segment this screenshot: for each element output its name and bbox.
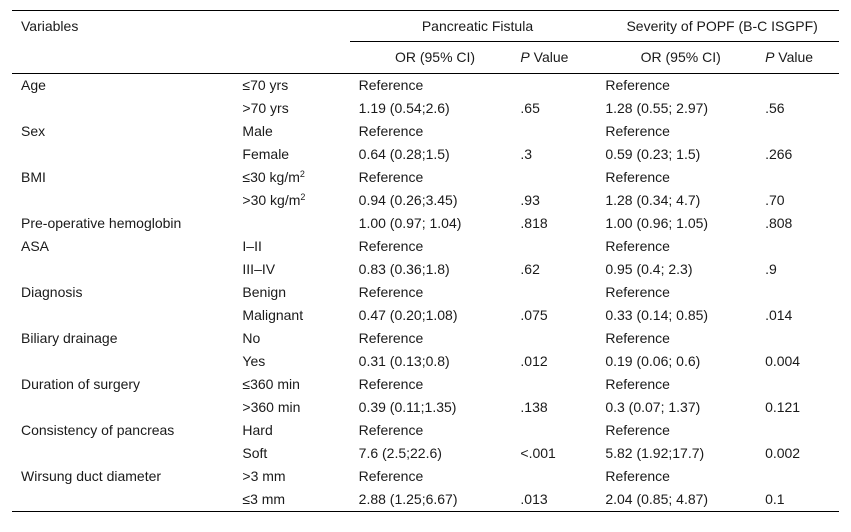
table-row — [12, 120, 839, 143]
popf-or-cell: 5.82 (1.92;17.7) — [605, 445, 705, 461]
table-row — [12, 143, 839, 166]
fistula-p-cell — [511, 166, 596, 189]
variable-cell — [12, 488, 233, 512]
level-cell: III–IV — [242, 261, 276, 277]
level-cell: >3 mm — [242, 468, 286, 484]
popf-or-cell: 1.28 (0.55; 2.97) — [605, 100, 709, 116]
variable-cell — [12, 442, 233, 465]
popf-p-cell: .014 — [765, 307, 793, 323]
header-row-metrics — [12, 42, 839, 74]
fistula-p-cell — [511, 281, 596, 304]
variable-cell: Consistency of pancreas — [21, 422, 175, 438]
fistula-p-cell: .012 — [520, 353, 548, 369]
popf-p-cell — [756, 373, 839, 396]
level-cell: ≤3 mm — [233, 488, 349, 512]
variable-cell: Wirsung duct diameter — [21, 468, 162, 484]
fistula-or-cell: 0.31 (0.13;0.8) — [358, 353, 450, 369]
fistula-p-cell: .138 — [520, 399, 548, 415]
table-row — [12, 212, 839, 235]
table-row — [12, 166, 839, 189]
fistula-or-cell: Reference — [358, 169, 424, 185]
level-header-blank — [233, 11, 349, 42]
popf-p-cell — [756, 120, 839, 143]
popf-p-cell: .266 — [765, 146, 793, 162]
variable-cell: Sex — [21, 123, 46, 139]
variable-cell: ASA — [21, 238, 50, 254]
unit-superscript: 2 — [299, 169, 305, 179]
fistula-p-cell — [511, 120, 596, 143]
level-cell: ≤70 yrs — [242, 77, 289, 93]
level-cell: Hard — [242, 422, 273, 438]
table-row — [12, 258, 839, 281]
fistula-p-cell: .65 — [520, 100, 540, 116]
variable-cell — [12, 350, 233, 373]
variable-cell: BMI — [21, 169, 46, 185]
table-row — [12, 465, 839, 488]
table-row — [12, 304, 839, 327]
popf-p-cell — [756, 419, 839, 442]
fistula-or-cell: Reference — [358, 238, 424, 254]
fistula-or-cell: 2.88 (1.25;6.67) — [350, 488, 512, 512]
popf-or-cell: Reference — [605, 169, 670, 185]
level-cell: Male — [242, 123, 273, 139]
popf-or-cell: 0.19 (0.06; 0.6) — [605, 353, 701, 369]
level-cell: No — [242, 330, 261, 346]
popf-or-cell: 0.33 (0.14; 0.85) — [605, 307, 709, 323]
popf-p-cell: 0.002 — [765, 445, 801, 461]
variable-cell — [12, 396, 233, 419]
variable-cell: Duration of surgery — [21, 376, 141, 392]
fistula-p-cell — [511, 74, 596, 98]
popf-severity-header: Severity of POPF (B-C ISGPF) — [596, 11, 839, 42]
fistula-or-cell: Reference — [358, 123, 424, 139]
popf-or-cell: Reference — [605, 238, 670, 254]
popf-or-cell: Reference — [605, 422, 670, 438]
fistula-or-cell: 1.19 (0.54;2.6) — [358, 100, 450, 116]
level-cell: Soft — [242, 445, 268, 461]
results-table-container — [12, 10, 839, 512]
level-cell: Female — [242, 146, 290, 162]
variable-cell — [12, 258, 233, 281]
level-cell: >70 yrs — [242, 100, 289, 116]
popf-p-cell: 0.004 — [765, 353, 801, 369]
pancreatic-fistula-header: Pancreatic Fistula — [350, 11, 597, 42]
fistula-or-cell: Reference — [358, 376, 424, 392]
popf-p-cell — [756, 74, 839, 98]
level-cell: Benign — [242, 284, 286, 300]
p-value-header-2: P Value — [756, 42, 839, 74]
popf-p-cell: .9 — [765, 261, 777, 277]
variable-cell: Biliary drainage — [21, 330, 118, 346]
or-ci-header-2: OR (95% CI) — [596, 42, 756, 74]
popf-p-cell: 0.121 — [765, 399, 801, 415]
fistula-or-cell: 0.64 (0.28;1.5) — [358, 146, 450, 162]
fistula-p-cell: .3 — [520, 146, 533, 162]
table-row — [12, 189, 839, 212]
popf-or-cell: 1.28 (0.34; 4.7) — [605, 192, 701, 208]
table-row — [12, 442, 839, 465]
popf-p-cell — [756, 327, 839, 350]
popf-or-cell: Reference — [605, 284, 670, 300]
table-row — [12, 350, 839, 373]
fistula-p-cell: .818 — [520, 215, 548, 231]
variables-header: Variables — [21, 18, 79, 35]
popf-or-cell: 0.95 (0.4; 2.3) — [605, 261, 693, 277]
popf-or-cell: Reference — [605, 376, 670, 392]
popf-p-cell — [756, 235, 839, 258]
level-cell: I–II — [242, 238, 262, 254]
level-cell: Malignant — [242, 307, 304, 323]
fistula-p-cell: .075 — [520, 307, 548, 323]
fistula-or-cell: 1.00 (0.97; 1.04) — [358, 215, 462, 231]
header-row-groups — [12, 11, 839, 42]
level-cell: Yes — [242, 353, 266, 369]
table-row — [12, 327, 839, 350]
variable-cell — [12, 189, 233, 212]
fistula-or-cell: Reference — [358, 330, 424, 346]
popf-p-cell — [756, 166, 839, 189]
fistula-or-cell: 0.94 (0.26;3.45) — [358, 192, 458, 208]
table-header — [12, 11, 839, 74]
fistula-or-cell: 0.47 (0.20;1.08) — [358, 307, 458, 323]
fistula-p-cell — [511, 327, 596, 350]
level-cell — [233, 212, 349, 235]
fistula-or-cell: 7.6 (2.5;22.6) — [358, 445, 442, 461]
variable-cell: Pre-operative hemoglobin — [21, 215, 182, 231]
or-ci-header-1: OR (95% CI) — [350, 42, 512, 74]
popf-p-cell — [756, 281, 839, 304]
fistula-p-cell — [511, 465, 596, 488]
p-value-header-1: P Value — [511, 42, 596, 74]
fistula-p-cell: .62 — [520, 261, 540, 277]
table-body — [12, 74, 839, 512]
popf-or-cell: Reference — [605, 468, 670, 484]
table-row — [12, 235, 839, 258]
table-row — [12, 373, 839, 396]
odds-ratio-table — [12, 10, 839, 512]
variable-cell — [12, 97, 233, 120]
fistula-or-cell: 0.39 (0.11;1.35) — [358, 399, 457, 415]
fistula-or-cell: 0.83 (0.36;1.8) — [358, 261, 450, 277]
popf-p-cell: 0.1 — [756, 488, 839, 512]
popf-or-cell: 1.00 (0.96; 1.05) — [605, 215, 709, 231]
variable-cell — [12, 143, 233, 166]
popf-or-cell: 0.3 (0.07; 1.37) — [605, 399, 701, 415]
variable-cell: Diagnosis — [21, 284, 83, 300]
fistula-or-cell: Reference — [358, 468, 424, 484]
variable-cell: Age — [21, 77, 46, 93]
table-row — [12, 74, 839, 98]
popf-p-cell — [756, 465, 839, 488]
fistula-or-cell: Reference — [358, 422, 424, 438]
fistula-p-cell: .93 — [520, 192, 540, 208]
table-row — [12, 396, 839, 419]
fistula-p-cell — [511, 235, 596, 258]
popf-p-cell: .56 — [765, 100, 785, 116]
fistula-p-cell — [511, 419, 596, 442]
fistula-or-cell: Reference — [358, 284, 424, 300]
table-row — [12, 488, 839, 512]
fistula-p-cell — [511, 373, 596, 396]
popf-or-cell: Reference — [605, 123, 670, 139]
popf-or-cell: Reference — [605, 330, 670, 346]
fistula-or-cell: Reference — [358, 77, 424, 93]
table-row — [12, 281, 839, 304]
unit-superscript: 2 — [300, 192, 306, 202]
popf-or-cell: 2.04 (0.85; 4.87) — [596, 488, 756, 512]
level-cell: >30 $kg/m^2$ — [242, 192, 306, 208]
table-row — [12, 97, 839, 120]
level-cell: ≤30 $kg/m^2$ — [242, 169, 305, 185]
popf-or-cell: Reference — [605, 77, 670, 93]
fistula-p-cell: <.001 — [520, 445, 556, 461]
popf-or-cell: 0.59 (0.23; 1.5) — [605, 146, 701, 162]
popf-p-cell: .70 — [765, 192, 785, 208]
table-row — [12, 419, 839, 442]
level-cell: >360 min — [242, 399, 301, 415]
level-cell: ≤360 min — [242, 376, 300, 392]
variable-cell — [12, 304, 233, 327]
popf-p-cell: .808 — [765, 215, 793, 231]
fistula-p-cell: .013 — [511, 488, 596, 512]
